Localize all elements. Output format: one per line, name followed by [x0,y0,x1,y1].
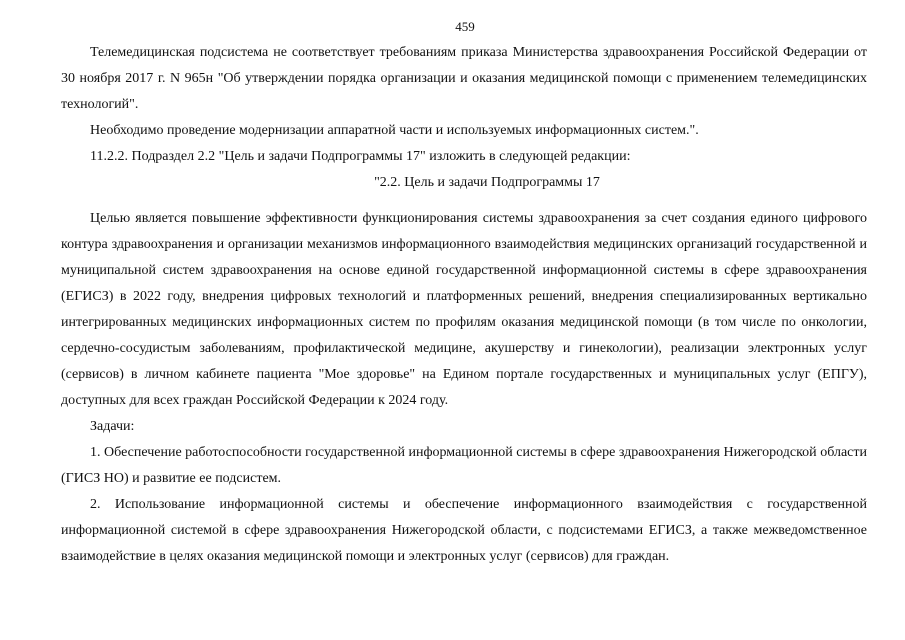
paragraph-amendment: 11.2.2. Подраздел 2.2 "Цель и задачи Подпрограммы 17" изложить в следующей редакции: [90,149,631,164]
goal-tasks-block [61,206,867,570]
task-item: 1. Обеспечение работоспособности государственной информационной системы в сфере здравоохранения Нижегородской области (ГИСЗ НО) и развитие ее подсистем. [61,445,867,486]
page-number: 459 [455,19,475,34]
tasks-label: Задачи: [90,419,135,434]
paragraph-telemedicine: Телемедицинская подсистема не соответствует требованиям приказа Министерства здравоохранения Российской Федерации от 30 ноября 2017 г. N 965н "Об утверждении порядка организации и оказания медицинской помощи с применением телемедицинских технологий". [61,45,867,112]
task-item: 2. Использование информационной системы и обеспечение информационного взаимодействия с государственной информационной системой в сфере здравоохранения Нижегородской области, с подсистемами ЕГИСЗ, а также межведомственное взаимодействие в целях оказания медицинской помощи и электронных услуг (сервисов) для граждан. [61,497,867,564]
goal-paragraph: Целью является повышение эффективности функционирования системы здравоохранения за счет создания единого цифрового контура здравоохранения и организации механизмов информационного взаимодействия медицинских организаций государственной и муниципальной систем здравоохранения на основе единой государственной информационной системы в сфере здравоохранения (ЕГИСЗ) в 2022 году, внедрения цифровых технологий и платформенных решений, внедрения специализированных вертикально интегрированных медицинских информационных систем по профилям оказания медицинской помощи (в том числе по онкологии, сердечно-сосудистым заболеваниям, профилактической медицине, акушерству и гинекологии), реализации электронных услуг (сервисов) в личном кабинете пациента "Мое здоровье" на Едином портале государственных и муниципальных услуг (ЕПГУ), доступных для всех граждан Российской Федерации к 2024 году. [61,211,867,408]
section-heading: "2.2. Цель и задачи Подпрограммы 17 [374,175,600,190]
paragraph-modernization: Необходимо проведение модернизации аппаратной части и используемых информационных систем.". [90,123,699,138]
top-text-block [61,40,867,196]
